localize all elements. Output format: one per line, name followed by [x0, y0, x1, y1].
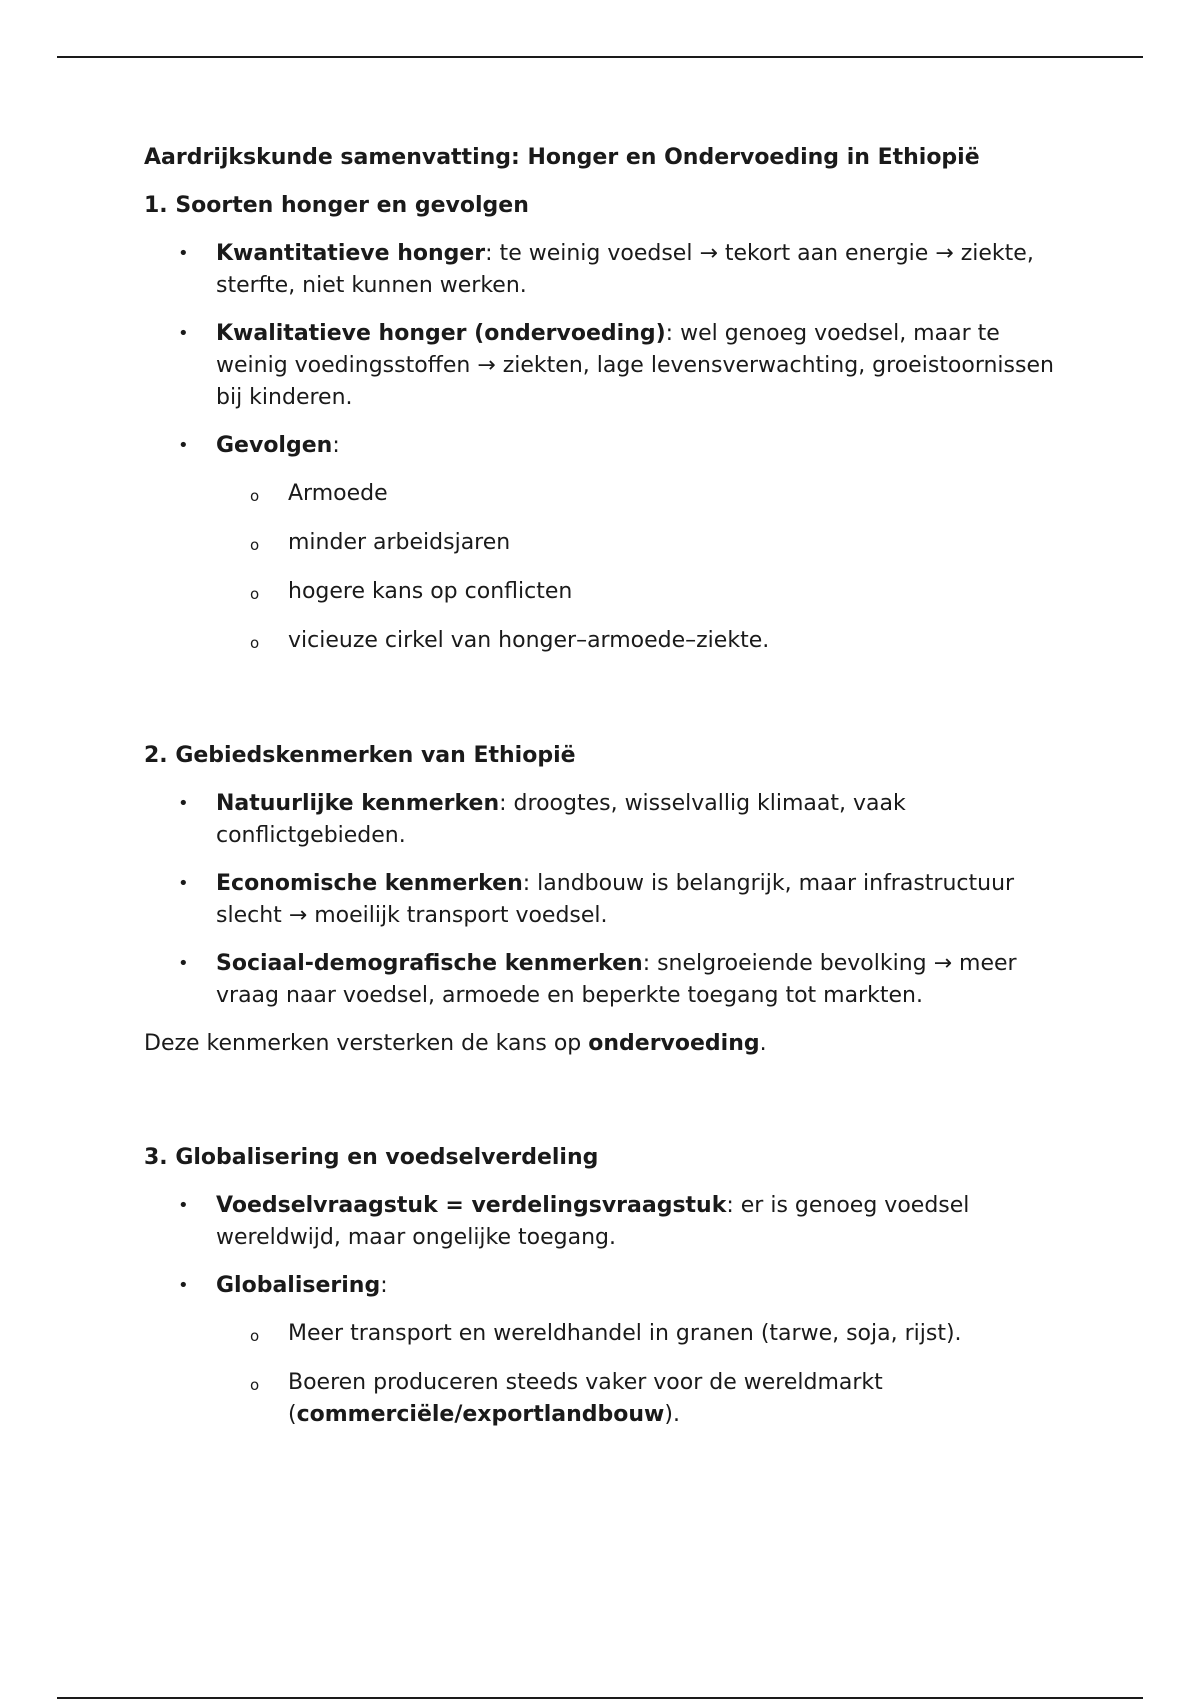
sub-list-item: o minder arbeidsjaren: [216, 527, 1064, 559]
item-text: :: [380, 1273, 388, 1298]
list-item: [144, 788, 1064, 852]
section-spacer: [144, 674, 1064, 740]
sub-list-item: o Boeren produceren steeds vaker voor de wereldmarkt (commerciële/exportlandbouw).: [250, 1370, 883, 1427]
section-heading: 3. Globalisering en voedselverdeling: [144, 1145, 599, 1170]
sub-bullet-icon: o: [250, 1327, 260, 1345]
item-text: : snelgroeiende bevolking → meer vraag naar voedsel, armoede en beperkte toegang tot markten.: [216, 951, 1017, 1008]
document-title: Aardrijkskunde samenvatting: Honger en Ondervoeding in Ethiopië: [144, 145, 980, 170]
sub-list-item: o vicieuze cirkel van honger–armoede–ziekte.: [216, 625, 1064, 657]
section-3: [144, 1142, 1064, 1431]
item-term: Natuurlijke kenmerken: [216, 791, 500, 816]
section-heading: 2. Gebiedskenmerken van Ethiopië: [144, 743, 576, 768]
list-item: [144, 1190, 1064, 1254]
item-term: Kwantitatieve honger: [216, 241, 486, 266]
item-text: : droogtes, wisselvallig klimaat, vaak conflictgebieden.: [216, 791, 906, 848]
item-term: Sociaal-demografische kenmerken: [216, 951, 643, 976]
sub-bullet-icon: o: [250, 536, 260, 554]
document-body: [144, 142, 1064, 1448]
sub-list: [216, 478, 1064, 657]
bullet-icon: •: [178, 323, 189, 344]
sub-list-item: o Armoede: [216, 478, 1064, 510]
item-text: : wel genoeg voedsel, maar te weinig voedingsstoffen → ziekten, lage levensverwachting, groeistoornissen bij kinderen.: [216, 321, 1054, 410]
top-rule: [57, 56, 1143, 58]
sub-bullet-icon: o: [250, 487, 260, 505]
list-item: [144, 318, 1064, 414]
list-item: [144, 238, 1064, 302]
bullet-icon: •: [178, 243, 189, 264]
sub-bullet-icon: o: [250, 585, 260, 603]
list-item: [144, 1270, 1064, 1431]
item-term: Voedselvraagstuk = verdelingsvraagstuk: [216, 1193, 727, 1218]
section-spacer: [144, 1076, 1064, 1142]
item-term: Gevolgen: [216, 433, 333, 458]
item-term: Kwalitatieve honger (ondervoeding): [216, 321, 666, 346]
item-term: Economische kenmerken: [216, 871, 523, 896]
bullet-list: [144, 238, 1064, 657]
bullet-icon: •: [178, 1195, 189, 1216]
sub-list-item: o hogere kans op conflicten: [216, 576, 1064, 608]
item-term: Globalisering: [216, 1273, 381, 1298]
bullet-list: [144, 1190, 1064, 1431]
sub-bullet-icon: o: [250, 1376, 260, 1394]
item-text: : landbouw is belangrijk, maar infrastructuur slecht → moeilijk transport voedsel.: [216, 871, 1015, 928]
bullet-list: [144, 788, 1064, 1012]
sub-list-item: o Meer transport en wereldhandel in granen (tarwe, soja, rijst).: [216, 1318, 1064, 1350]
list-item: [144, 868, 1064, 932]
bullet-icon: •: [178, 435, 189, 456]
bullet-icon: •: [178, 873, 189, 894]
list-item: [144, 948, 1064, 1012]
item-text: : er is genoeg voedsel wereldwijd, maar ongelijke toegang.: [216, 1193, 970, 1250]
item-text: :: [332, 433, 340, 458]
item-text: : te weinig voedsel → tekort aan energie → ziekte, sterfte, niet kunnen werken.: [216, 241, 1034, 298]
bullet-icon: •: [178, 793, 189, 814]
bottom-rule: [57, 1697, 1143, 1699]
bullet-icon: •: [178, 953, 189, 974]
sub-list: [216, 1318, 1064, 1431]
section-1: [144, 190, 1064, 657]
section-2: [144, 740, 1064, 1060]
section-heading: 1. Soorten honger en gevolgen: [144, 193, 529, 218]
sub-bullet-icon: o: [250, 634, 260, 652]
section-conclusion: Deze kenmerken versterken de kans op ondervoeding.: [144, 1031, 767, 1056]
list-item: [144, 430, 1064, 657]
bullet-icon: •: [178, 1275, 189, 1296]
